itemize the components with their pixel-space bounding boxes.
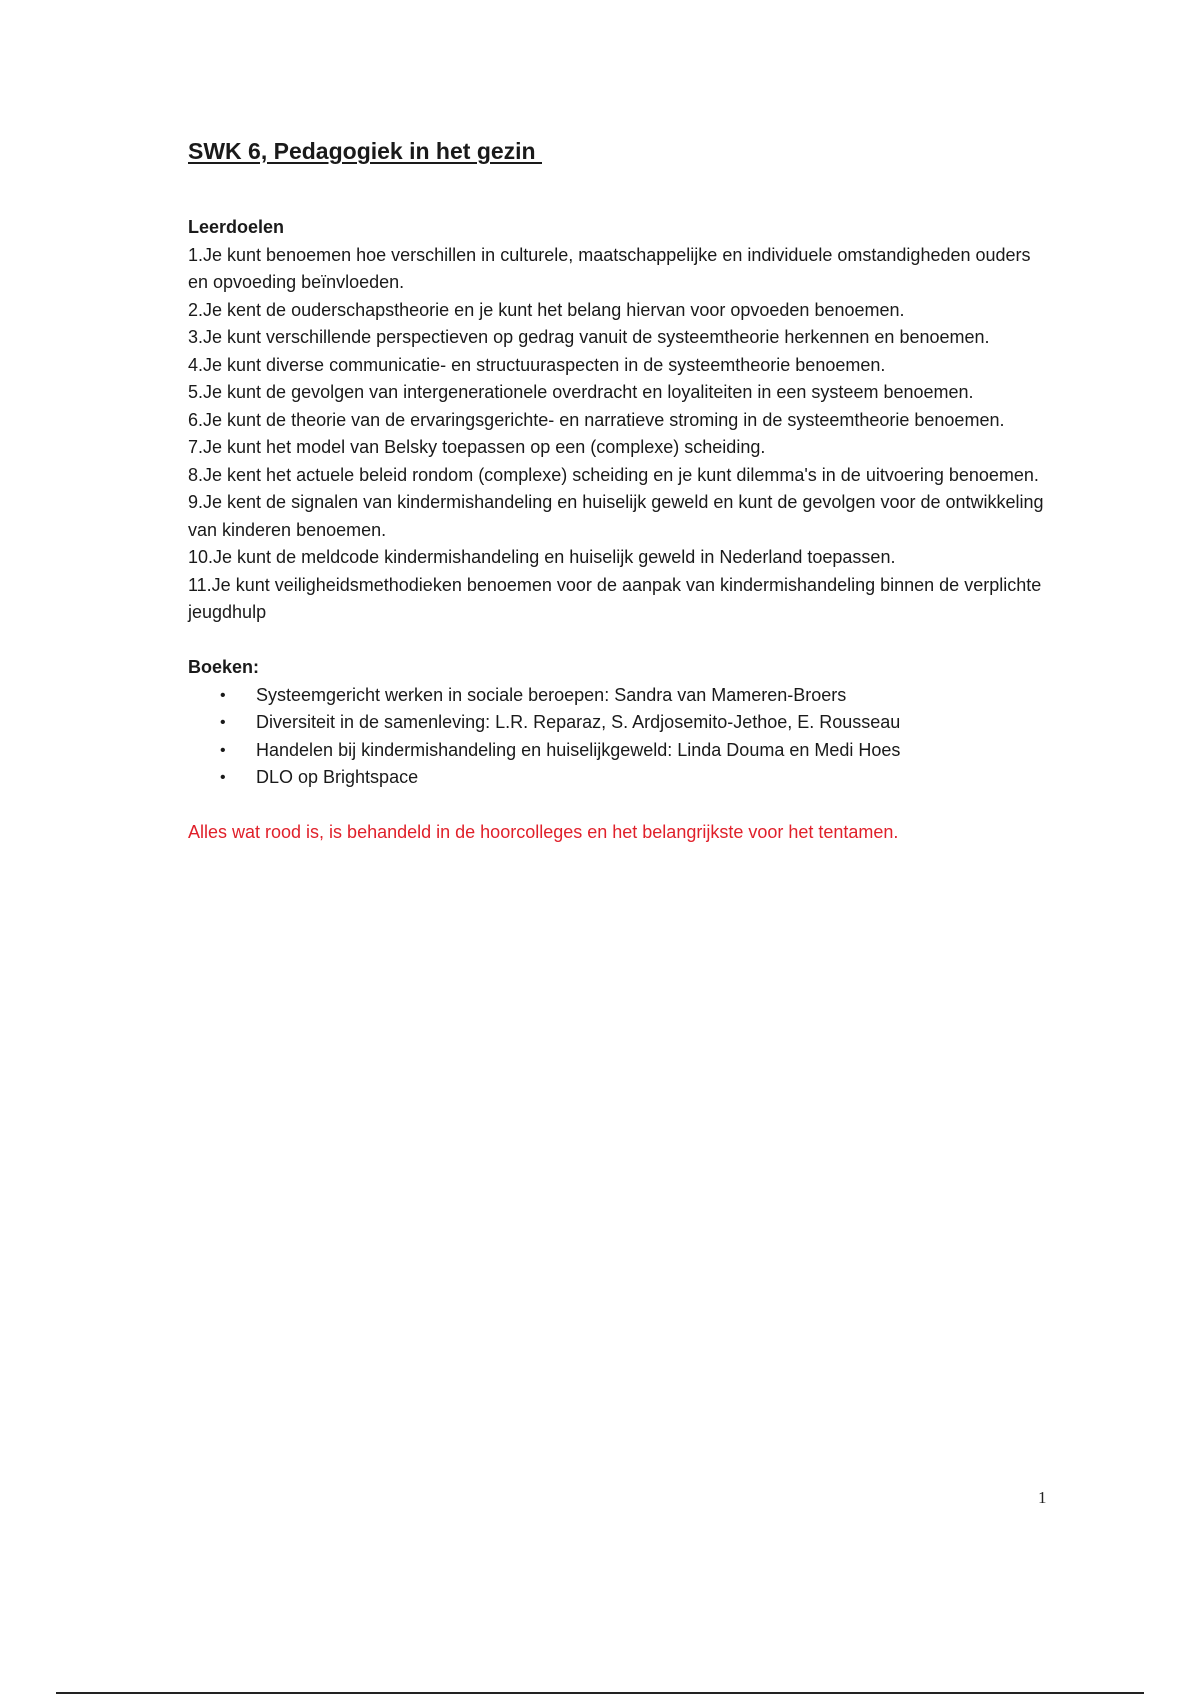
- book-title: DLO op Brightspace: [256, 767, 419, 787]
- books-heading: Boeken:: [188, 657, 260, 677]
- book-title: Diversiteit in de samenleving: L.R. Reparaz, S. Ardjosemito-Jethoe, E. Rousseau: [256, 712, 901, 732]
- book-title: Systeemgericht werken in sociale beroepen: Sandra van Mameren-Broers: [256, 684, 847, 705]
- page-content: [188, 136, 1048, 847]
- red-note: Alles wat rood is, is behandeld in de hoorcolleges en het belangrijkste voor het tentamen.: [188, 822, 899, 842]
- learning-goals-list: [188, 242, 1048, 627]
- learning-goal-2: 2.Je kent de ouderschapstheorie en je kunt het belang hiervan voor opvoeden benoemen.: [188, 299, 905, 320]
- learning-goal-5: 5.Je kunt de gevolgen van intergenerationele overdracht en loyaliteiten in een systeem benoemen.: [188, 382, 974, 402]
- learning-goal-3: 3.Je kunt verschillende perspectieven op gedrag vanuit de systeemtheorie herkennen en benoemen.: [188, 327, 990, 347]
- book-item: [188, 682, 1048, 710]
- bullet-icon: •: [220, 741, 226, 759]
- bullet-icon: •: [220, 714, 226, 731]
- page-number: 1: [1038, 1488, 1047, 1507]
- book-title: Handelen bij kindermishandeling en huiselijkgeweld: Linda Douma en Medi Hoes: [256, 739, 901, 760]
- learning-goal-11: 11.Je kunt veiligheidsmethodieken benoemen voor de aanpak van kindermishandeling binnen de verplichte jeugdhulp: [188, 574, 1042, 622]
- book-item: [188, 709, 1048, 737]
- learning-goals-heading: Leerdoelen: [188, 217, 285, 237]
- document-title: SWK 6, Pedagogiek in het gezin: [188, 138, 542, 164]
- footer-rule: [56, 1692, 1144, 1694]
- bullet-icon: •: [220, 686, 226, 704]
- learning-goal-1: 1.Je kunt benoemen hoe verschillen in culturele, maatschappelijke en individuele omstandigheden ouders en opvoeding beïnvloeden.: [188, 244, 1031, 292]
- book-item: [188, 737, 1048, 765]
- section-spacer: [188, 627, 1048, 655]
- learning-goal-4: 4.Je kunt diverse communicatie- en structuuraspecten in de systeemtheorie benoemen.: [188, 354, 886, 375]
- books-list: [188, 682, 1048, 792]
- learning-goal-10: 10.Je kunt de meldcode kindermishandeling en huiselijk geweld in Nederland toepassen.: [188, 547, 896, 567]
- book-item: [188, 764, 1048, 792]
- bullet-icon: •: [220, 769, 226, 786]
- learning-goal-9: 9.Je kent de signalen van kindermishandeling en huiselijk geweld en kunt de gevolgen voor de ontwikkeling van kinderen benoemen.: [188, 492, 1044, 540]
- learning-goal-7: 7.Je kunt het model van Belsky toepassen op een (complexe) scheiding.: [188, 437, 766, 457]
- learning-goal-8: 8.Je kent het actuele beleid rondom (complexe) scheiding en je kunt dilemma's in de uitvoering benoemen.: [188, 464, 1039, 485]
- learning-goal-6: 6.Je kunt de theorie van de ervaringsgerichte- en narratieve stroming in de systeemtheorie benoemen.: [188, 409, 1005, 430]
